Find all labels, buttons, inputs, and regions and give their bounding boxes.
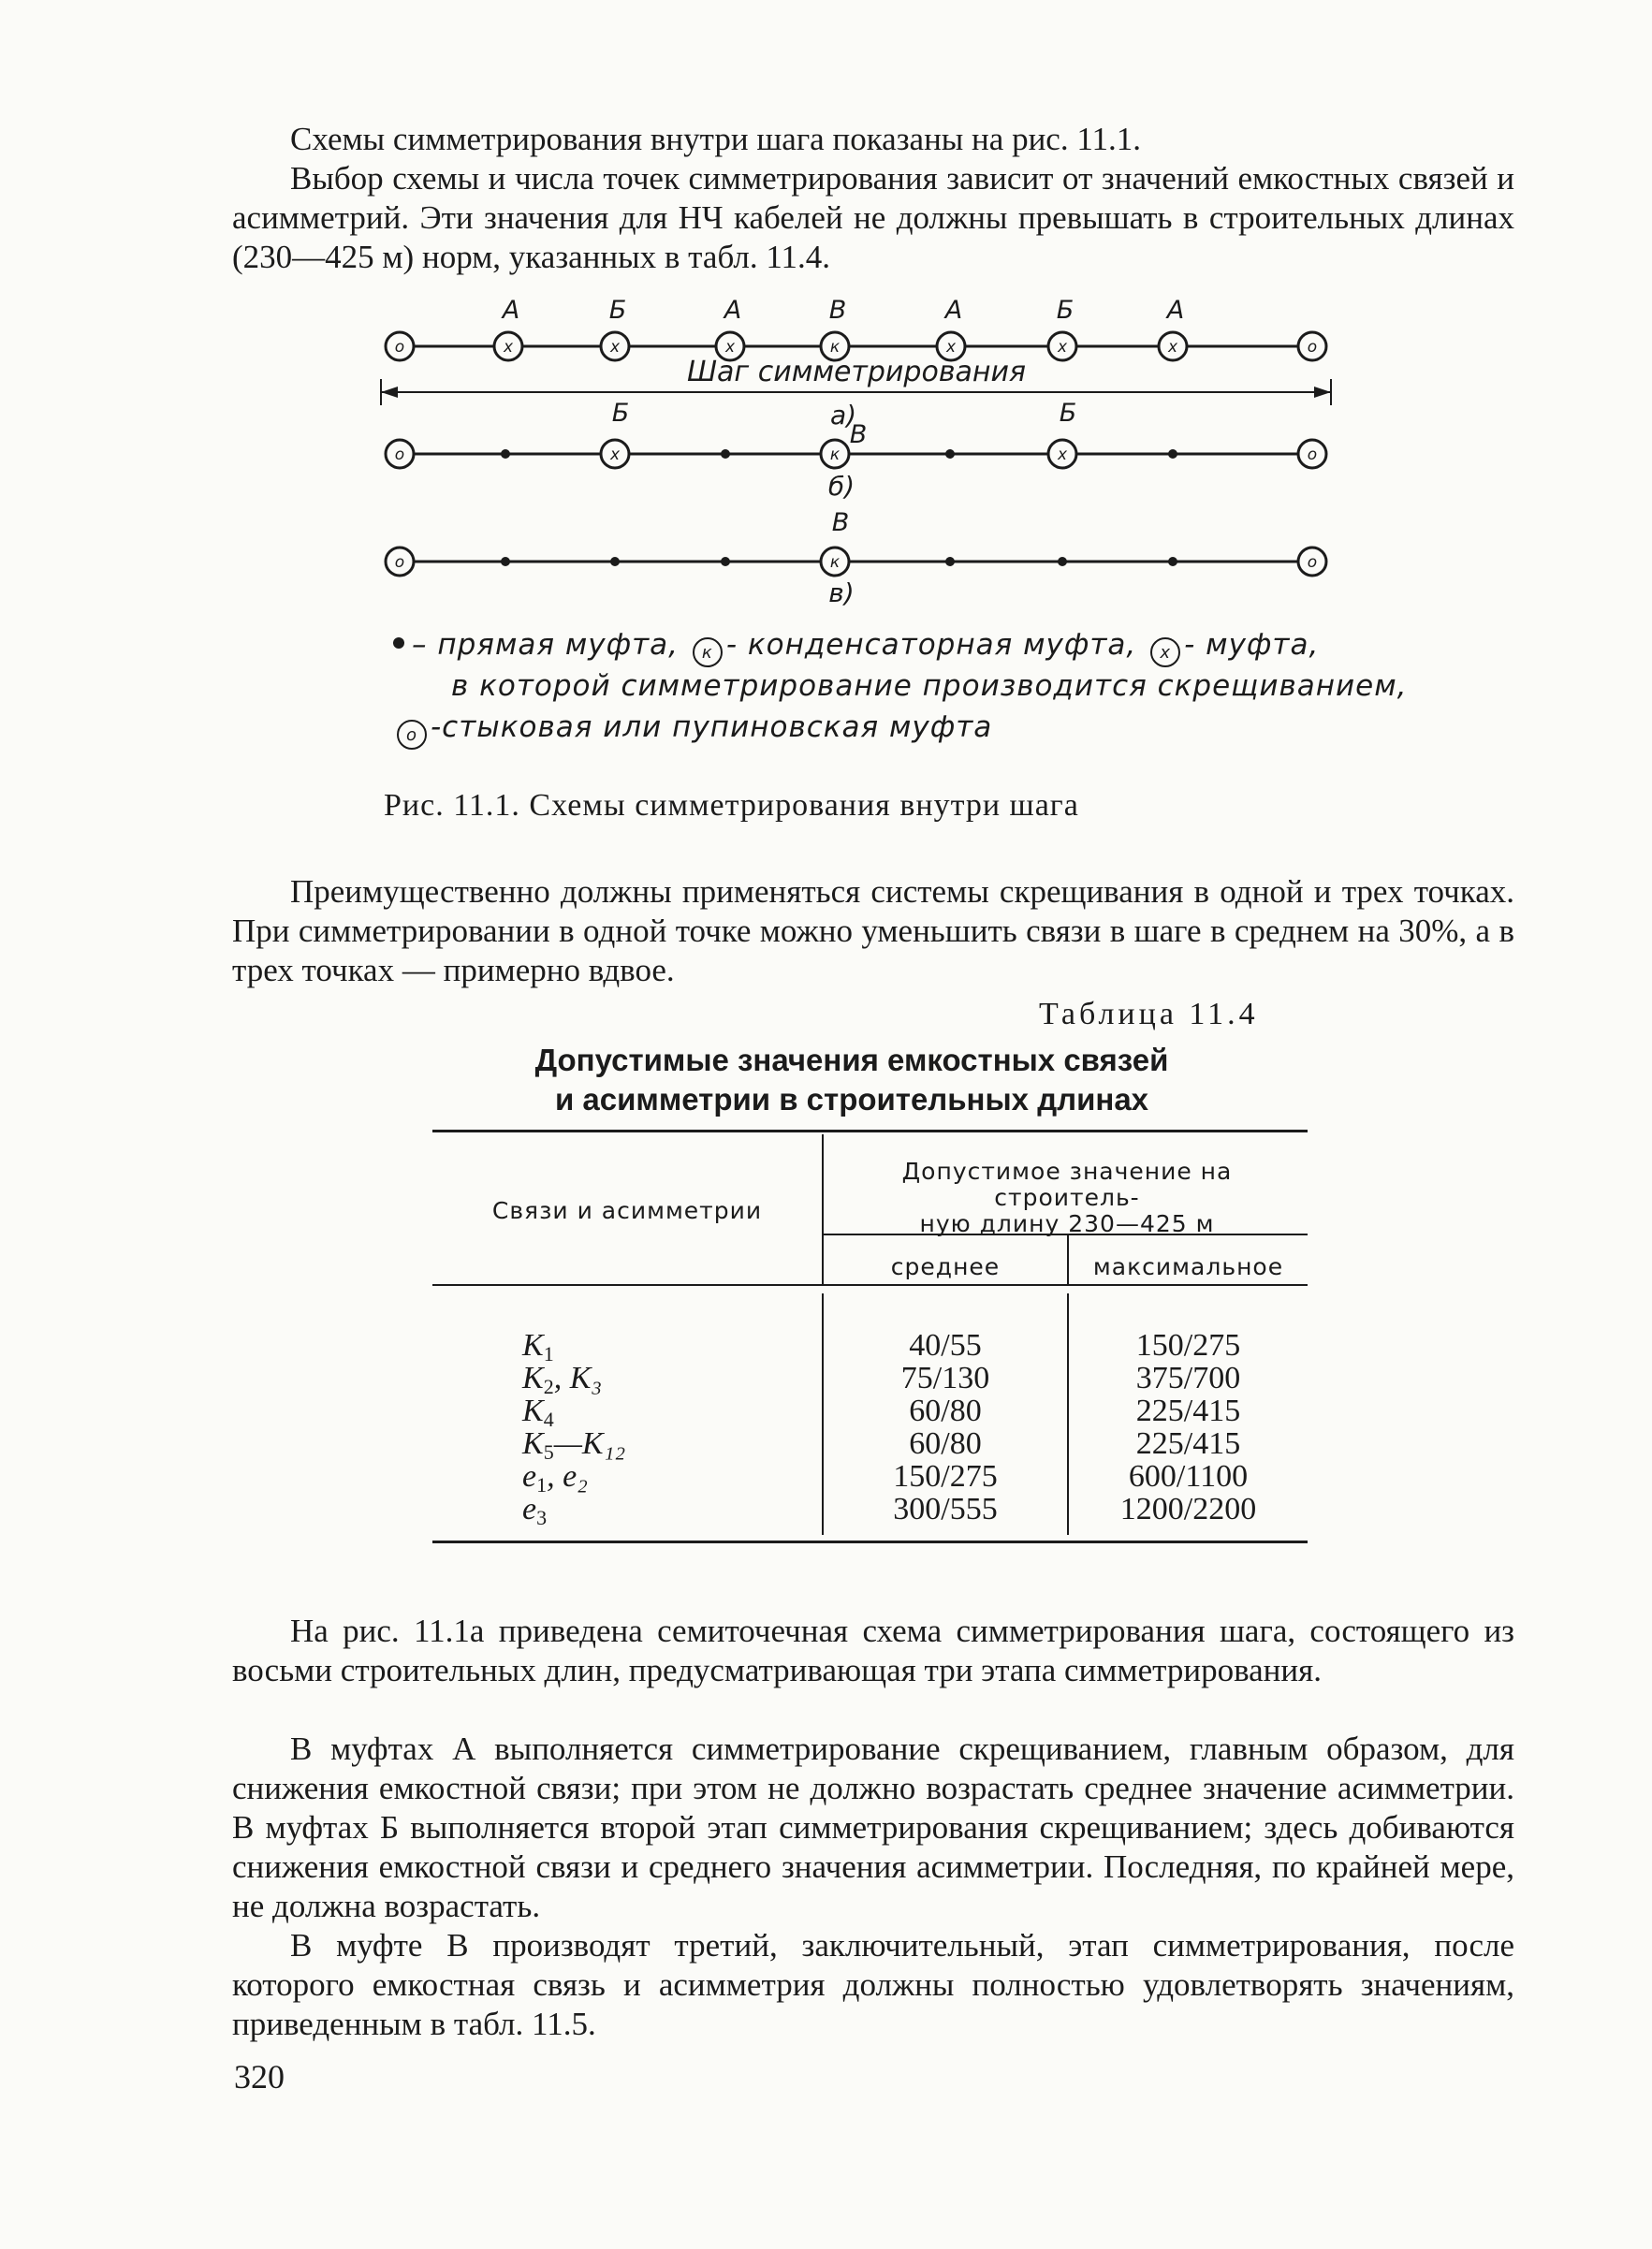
- row-a-coupling-1-icon-symbol: x: [503, 338, 514, 357]
- paragraph-intro-1: Схемы симметрирования внутри шага показаны на рис. 11.1.: [290, 121, 1142, 157]
- table-cell-maximum-5: 600/1100: [1128, 1459, 1249, 1494]
- capacitor-coupling-icon: к: [693, 637, 723, 667]
- row-c-tag: в): [828, 577, 855, 608]
- table-cell-coupling-4: $K_5—K_{12}$: [522, 1426, 626, 1464]
- row-a-right-joint-icon-symbol: о: [1307, 338, 1318, 357]
- table-header-rule: [432, 1284, 1308, 1286]
- cross-coupling-icon: x: [1150, 637, 1180, 667]
- row-b-straight-joint-2-icon: [721, 449, 730, 459]
- row-b-left-joint-icon-symbol: о: [394, 445, 405, 464]
- row-c-straight-joint-6-icon: [1168, 557, 1177, 566]
- row-a-coupling-3-icon-symbol: x: [724, 338, 736, 357]
- legend-line-1: – прямая муфта, к - конденсаторная муфта, x - муфта,: [393, 625, 1404, 667]
- page-number: 320: [234, 2058, 285, 2096]
- table-cell-maximum-4: 225/415: [1135, 1426, 1241, 1461]
- row-c-straight-joint-5-icon: [1058, 557, 1067, 566]
- row-b-label-1: Б: [611, 399, 630, 428]
- table-column-average: [824, 1329, 1067, 1526]
- row-b-label-3: Б: [1059, 399, 1077, 428]
- paragraph-crossing-systems: Преимущественно должны применяться системы скрещивания в одной и трех точках. При симметрировании в одной точке можно уменьшить связи в шаге в среднем на 30%, а в трех точках — примерно вдвое.: [232, 873, 1514, 988]
- table-cell-maximum-6: 1200/2200: [1119, 1492, 1257, 1526]
- table-cell-average-6: 300/555: [893, 1492, 998, 1526]
- table-bottom-rule: [432, 1541, 1308, 1543]
- table-cell-average-2: 75/130: [900, 1361, 990, 1395]
- table-column-couplings: [522, 1328, 626, 1529]
- row-c-straight-joint-3-icon: [721, 557, 730, 566]
- row-a-label-5: А: [944, 296, 963, 325]
- row-c-straight-joint-1-icon: [501, 557, 510, 566]
- row-a-coupling-5-icon-symbol: x: [945, 338, 957, 357]
- row-a-coupling-4-icon-symbol: к: [829, 338, 841, 357]
- row-a-span-label: Шаг симметрирования: [686, 356, 1027, 388]
- row-a-label-2: Б: [608, 296, 627, 325]
- paragraph-intro-2: Выбор схемы и числа точек симметрирования зависит от значений емкостных связей и асимметрий. Эти значения для НЧ кабелей не должны превышать в строительных длинах (230—425 м) норм, указанных в табл. 11.4.: [232, 160, 1514, 275]
- table-cell-average-3: 60/80: [909, 1394, 982, 1428]
- row-a-coupling-2-icon-symbol: x: [609, 338, 621, 357]
- table-head-couplings: Связи и асимметрии: [491, 1197, 763, 1224]
- row-a-coupling-6-icon-symbol: x: [1057, 338, 1068, 357]
- row-b-straight-joint-3-icon: [945, 449, 955, 459]
- row-a-label-4: В: [828, 296, 847, 325]
- row-c-left-joint-icon-symbol: о: [394, 553, 405, 572]
- row-a-span-arrow-left-head: [381, 387, 398, 398]
- row-a-label-3: А: [724, 296, 742, 325]
- row-a-label-6: Б: [1056, 296, 1075, 325]
- straight-joint-icon: [393, 637, 404, 649]
- table-cell-coupling-6: $e_3$: [522, 1492, 548, 1529]
- row-b-coupling-2-icon-symbol: к: [829, 445, 841, 464]
- table-cell-average-4: 60/80: [909, 1426, 982, 1461]
- table-title: Допустимые значения емкостных связей и асимметрии в строительных длинах: [534, 1043, 1169, 1117]
- paragraph-couplings-a-b: В муфтах А выполняется симметрирование скрещиванием, главным образом, для снижения емкостной связи; при этом не должно возрастать среднее значение асимметрии. В муфтах Б выполняется второй этап симметрирования скрещиванием; здесь добиваются снижения емкостной связи и среднего значения асимметрии. Последняя, по крайней мере, не должна возрастать.: [232, 1731, 1514, 1924]
- row-a-label-1: А: [502, 296, 520, 325]
- row-c-straight-joint-4-icon: [945, 557, 955, 566]
- legend-line-2: в которой симметрирование производится скрещиванием,: [451, 669, 1408, 703]
- row-c-right-joint-icon-symbol: о: [1307, 553, 1318, 572]
- row-b-coupling-3-icon-symbol: x: [1057, 445, 1068, 464]
- table-cell-coupling-1: $K_1$: [522, 1328, 554, 1365]
- table-cell-coupling-2: $K_2$, K₃: [522, 1361, 603, 1398]
- table-number: Таблица 11.4: [1039, 997, 1259, 1031]
- table-cell-average-5: 150/275: [893, 1459, 998, 1494]
- paragraph-coupling-v: В муфте В производят третий, заключительный, этап симметрирования, после которого емкостная связь и асимметрия должны полностью удовлетворять значениям, приведенным в табл. 11.5.: [232, 1927, 1514, 2042]
- legend-line-3: о -стыковая или пупиновская муфта: [393, 708, 1404, 750]
- row-c-straight-joint-2-icon: [610, 557, 620, 566]
- table-cell-maximum-2: 375/700: [1135, 1361, 1241, 1395]
- table-cell-coupling-3: $K_4$: [522, 1394, 554, 1431]
- row-a-span-arrow-right-head: [1314, 387, 1331, 398]
- row-a-tag: а): [829, 400, 857, 431]
- figure-caption: Рис. 11.1. Схемы симметрирования внутри шага: [384, 788, 1079, 823]
- row-b-tag: б): [827, 471, 855, 502]
- row-a-left-joint-icon-symbol: о: [394, 338, 405, 357]
- row-a-label-7: А: [1166, 296, 1185, 325]
- row-b-label-2: В: [849, 420, 868, 449]
- table-cell-maximum-1: 150/275: [1135, 1328, 1241, 1363]
- row-b-straight-joint-1-icon: [501, 449, 510, 459]
- table-cell-maximum-3: 225/415: [1135, 1394, 1241, 1428]
- row-c-coupling-1-icon-symbol: к: [829, 553, 841, 572]
- table-column-maximum: [1069, 1329, 1308, 1526]
- row-b-right-joint-icon-symbol: о: [1307, 445, 1318, 464]
- butt-joint-icon: о: [397, 720, 427, 750]
- table-head-allowed-value: Допустимое значение на строитель- ную длину 230—425 м: [901, 1158, 1233, 1237]
- row-a-coupling-7-icon-symbol: x: [1167, 338, 1178, 357]
- row-c-label-1: В: [831, 508, 850, 537]
- table-head-average: среднее: [890, 1253, 1001, 1280]
- table-top-rule: [432, 1130, 1308, 1132]
- row-b-coupling-1-icon-symbol: x: [609, 445, 621, 464]
- table-cell-coupling-5: $e_1$, e₂: [522, 1459, 589, 1497]
- row-b-straight-joint-4-icon: [1168, 449, 1177, 459]
- paragraph-seven-point-scheme: На рис. 11.1а приведена семиточечная схема симметрирования шага, состоящего из восьми строительных длин, предусматривающая три этапа симметрирования.: [232, 1613, 1514, 1688]
- table-cell-average-1: 40/55: [909, 1328, 982, 1363]
- table-head-maximum: максимальное: [1092, 1253, 1284, 1280]
